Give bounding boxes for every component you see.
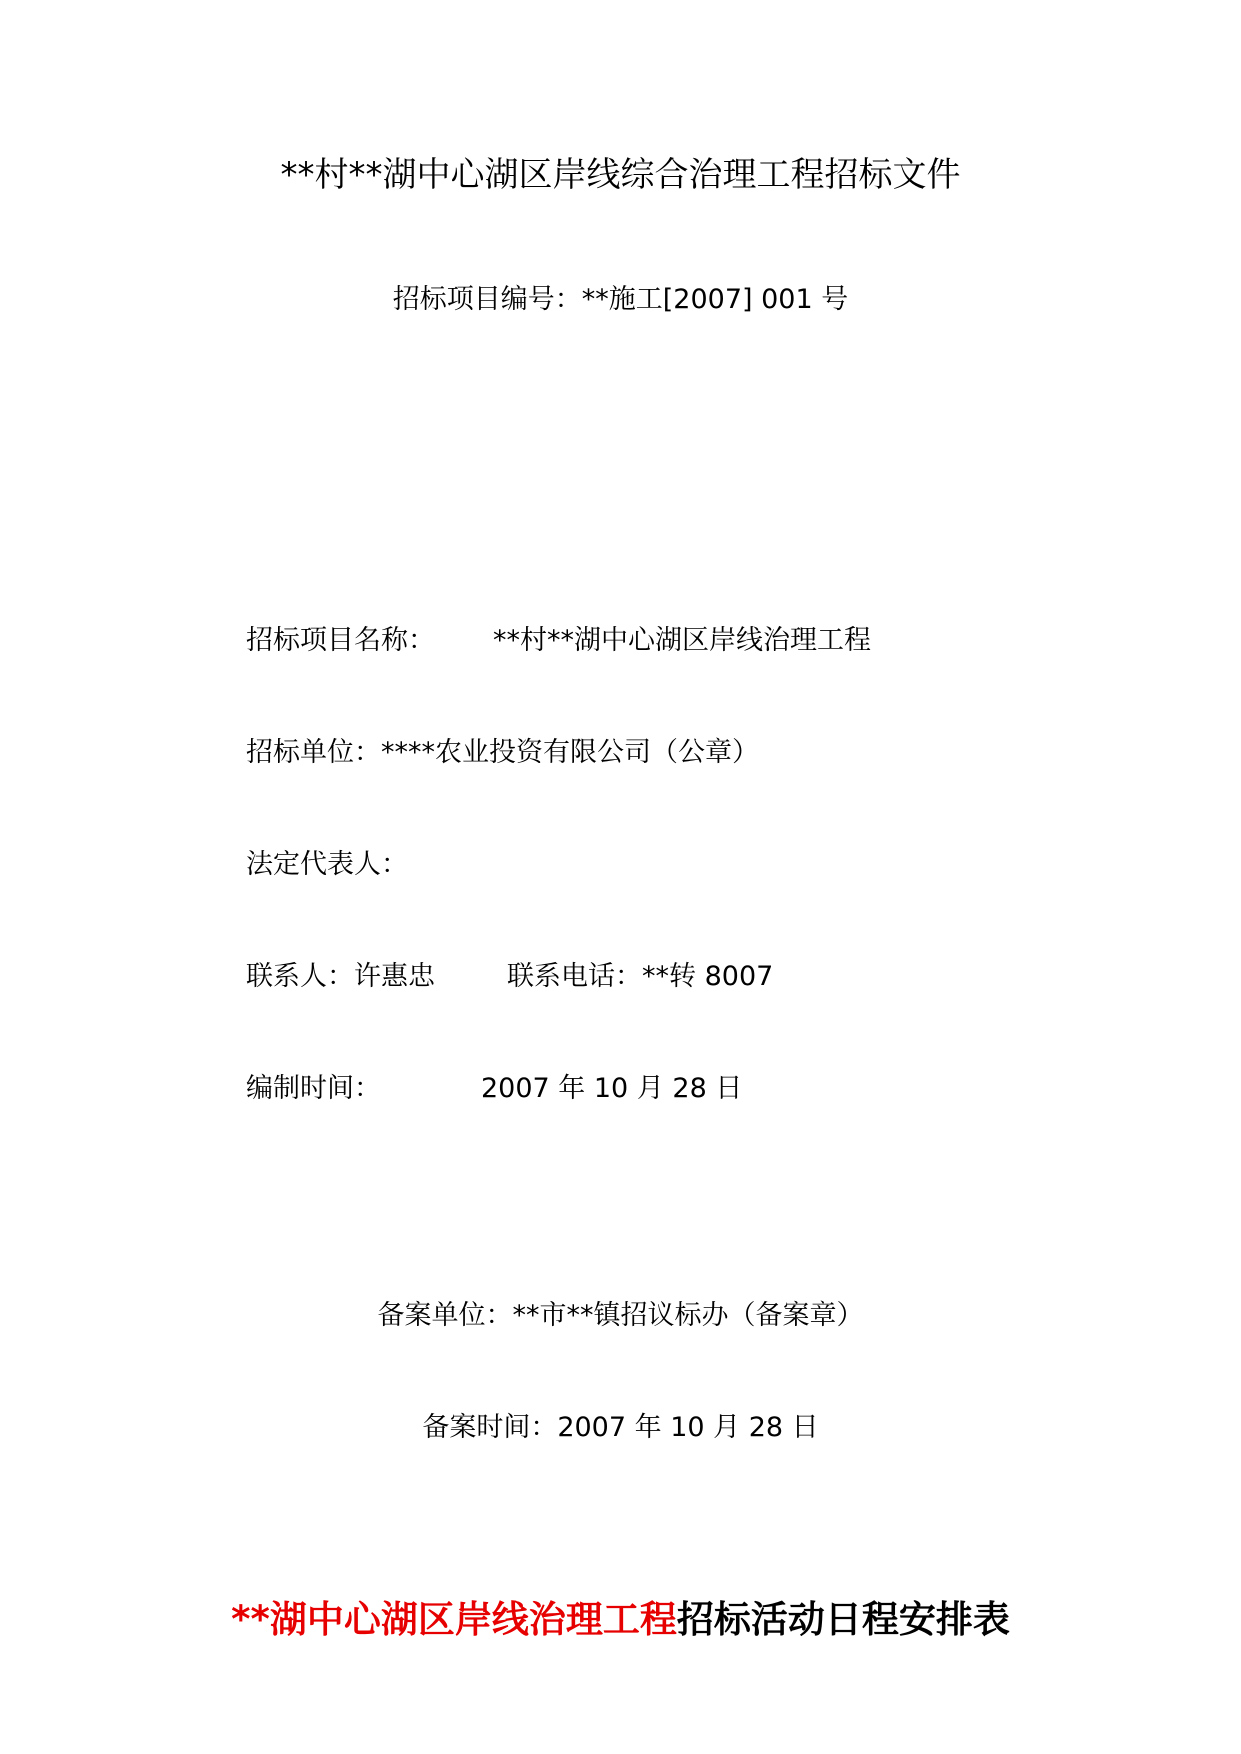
legal-rep-field	[246, 851, 408, 878]
prepared-date-value: 2007 年 10 月 28 日	[481, 1073, 743, 1104]
contact-value: 许惠忠	[354, 961, 435, 992]
prepared-date-label: 编制时间：	[246, 1073, 381, 1104]
project-number-value: **施工[2007] 001 号	[581, 284, 849, 315]
record-unit	[0, 1302, 1241, 1329]
schedule-title-project: **湖中心湖区岸线治理工程	[231, 1598, 677, 1641]
phone-value: **转 8007	[642, 961, 774, 992]
schedule-title-table: 招标活动日程安排表	[676, 1598, 1010, 1641]
record-time-label: 备案时间：	[422, 1412, 558, 1443]
phone-label: 联系电话：	[507, 961, 642, 992]
record-time-value: 2007 年 10 月 28 日	[557, 1412, 819, 1443]
tender-unit-label: 招标单位：	[246, 737, 381, 768]
schedule-title	[0, 1598, 1241, 1641]
project-name-label: 招标项目名称：	[246, 625, 435, 656]
record-unit-value: **市**镇招议标办（备案章）	[512, 1300, 864, 1331]
legal-rep-label: 法定代表人：	[246, 849, 408, 880]
project-name-value: **村**湖中心湖区岸线治理工程	[493, 625, 871, 656]
tender-unit-field	[246, 739, 759, 766]
record-unit-label: 备案单位：	[377, 1300, 513, 1331]
prepared-date-field	[246, 1075, 742, 1102]
document-title: **村**湖中心湖区岸线综合治理工程招标文件	[280, 155, 961, 195]
project-number-label: 招标项目编号：	[392, 284, 582, 315]
tender-unit-value: ****农业投资有限公司（公章）	[381, 737, 759, 768]
record-time	[0, 1414, 1241, 1441]
project-name-field	[246, 627, 871, 654]
project-number	[0, 286, 1241, 313]
contact-field	[246, 963, 773, 990]
contact-label: 联系人：	[246, 961, 354, 992]
